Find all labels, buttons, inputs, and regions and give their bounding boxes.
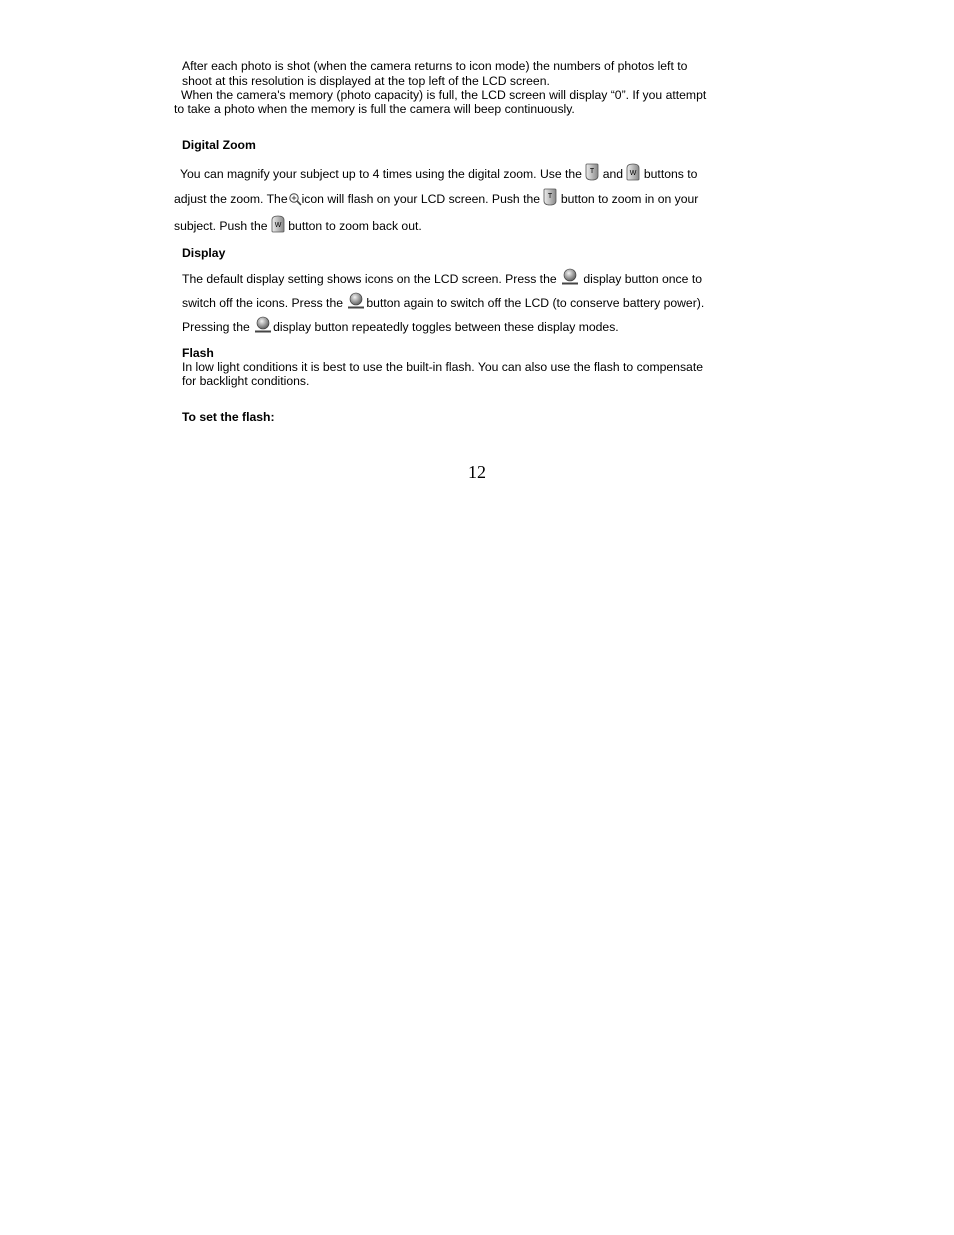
display-text: The default display setting shows icons on the LCD screen. Press the [182, 272, 557, 286]
intro-line-3: When the camera's memory (photo capacity) is full, the LCD screen will display “0”. If you attempt [181, 88, 707, 102]
digital-zoom-line-3 [174, 215, 422, 236]
display-heading: Display [182, 246, 226, 260]
display-text: display button repeatedly toggles between these display modes. [273, 320, 619, 334]
digital-zoom-line-1 [180, 163, 697, 184]
display-line-2 [182, 292, 704, 313]
wide-letter: W [274, 222, 282, 229]
intro-line-1: After each photo is shot (when the camera returns to icon mode) the numbers of photos left to [182, 59, 688, 73]
page-number: 12 [468, 462, 486, 482]
wide-button-icon [271, 215, 285, 236]
digital-zoom-text: buttons to [643, 167, 698, 181]
tele-button-icon [543, 188, 557, 209]
tele-letter: T [590, 168, 595, 175]
tele-letter: T [548, 193, 553, 200]
digital-zoom-text: button to zoom back out. [288, 219, 422, 233]
display-line-1 [182, 268, 702, 289]
tele-button-icon [585, 163, 599, 184]
display-text: Pressing the [182, 320, 250, 334]
flash-line-1: In low light conditions it is best to use the built-in flash. You can also use the flash to compensate [182, 360, 703, 374]
digital-zoom-text: You can magnify your subject up to 4 times using the digital zoom. Use the [180, 167, 582, 181]
digital-zoom-text: button to zoom in on your [560, 192, 699, 206]
digital-zoom-line-2 [174, 188, 698, 209]
intro-line-2: shoot at this resolution is displayed at the top left of the LCD screen. [182, 74, 550, 88]
display-button-icon [560, 268, 580, 289]
flash-heading: Flash [182, 346, 214, 360]
intro-line-4: to take a photo when the memory is full the camera will beep continuously. [174, 102, 575, 116]
flash-line-2: for backlight conditions. [182, 374, 310, 388]
display-button-icon [253, 316, 273, 337]
zoom-magnifier-icon [288, 192, 302, 209]
display-text: button again to switch off the LCD (to conserve battery power). [366, 296, 705, 310]
digital-zoom-text: adjust the zoom. The [174, 192, 288, 206]
digital-zoom-and: and [602, 167, 624, 181]
digital-zoom-text: subject. Push the [174, 219, 268, 233]
display-text: display button once to [583, 272, 702, 286]
set-flash-heading: To set the flash: [182, 410, 275, 424]
display-text: switch off the icons. Press the [182, 296, 343, 310]
digital-zoom-heading: Digital Zoom [182, 138, 256, 152]
wide-button-icon [626, 163, 640, 184]
display-button-icon [346, 292, 366, 313]
display-line-3 [182, 316, 619, 337]
digital-zoom-text: icon will flash on your LCD screen. Push the [301, 192, 541, 206]
wide-letter: W [630, 170, 637, 177]
